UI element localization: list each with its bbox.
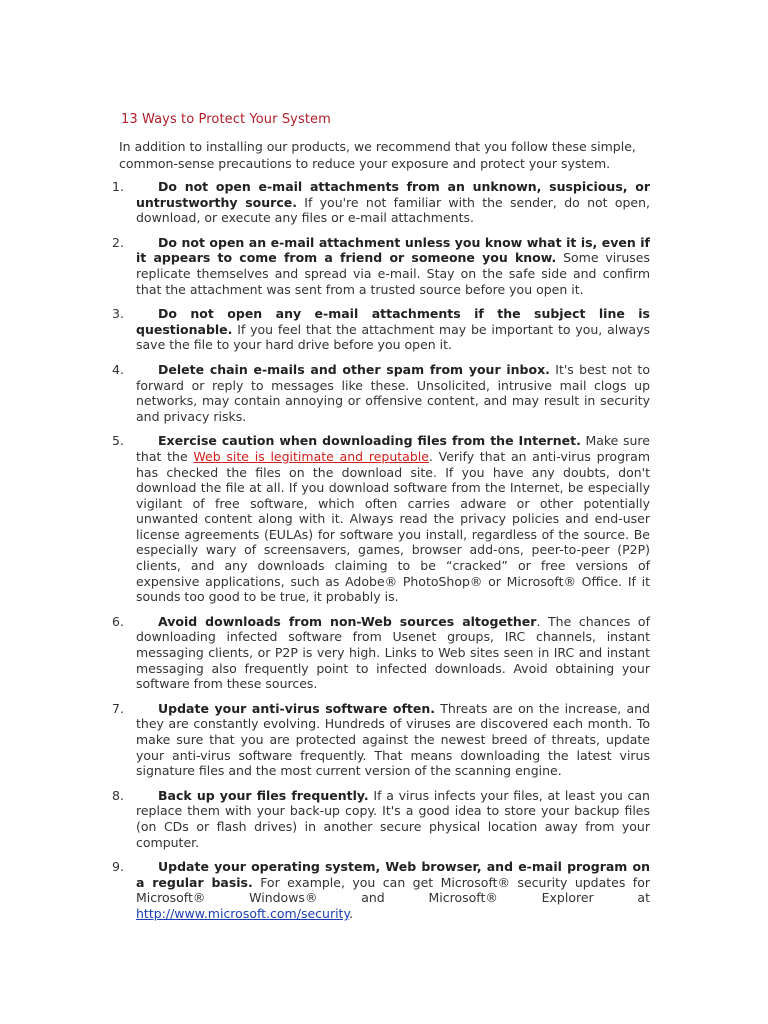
- item-heading: Update your operating system, Web browser, and e-mail program on a regular basis.: [136, 859, 650, 890]
- item-text: For example, you can get Microsoft® security updates for Microsoft® Windows® and Microsoft® Explorer at: [136, 874, 650, 906]
- item-heading: Do not open any e-mail attachments if the subject line is questionable.: [136, 306, 650, 337]
- item-body: [136, 235, 650, 297]
- item-body: [136, 179, 650, 226]
- item-text: Threats are on the increase, and they are constantly evolving. Hundreds of viruses are discovered each month. To make sure that you are protected against the newest breed of threats, update your anti-virus software frequently. That means downloading the latest virus signature files and the most current version of the scanning engine.: [136, 700, 650, 779]
- item-number: 7.: [112, 700, 124, 716]
- item-number: 6.: [112, 613, 124, 629]
- item-text: It's best not to forward or reply to messages like these. Unsolicited, intrusive mail clogs up networks, may contain annoying or offensive content, and may result in security and privacy risks.: [136, 361, 650, 424]
- item-number: 8.: [112, 787, 124, 803]
- item-heading: Exercise caution when downloading files from the Internet.: [158, 433, 581, 449]
- item-body: [136, 788, 650, 850]
- item-text: If you're not familiar with the sender, do not open, download, or execute any files or e-mail attachments.: [136, 194, 651, 226]
- list-item-1: [0, 179, 768, 226]
- item-number: 2.: [112, 234, 124, 250]
- item-number: 3.: [112, 306, 124, 322]
- list-item-4: [0, 362, 768, 424]
- item-text: . Verify that an anti-virus program has checked the files on the download site. If you have any doubts, don't download the file at all. If you download software from the Internet, be especially vigilant of free software, which often carries adware or other potentially unwanted content along with it. Always read the privacy policies and end-user license agreements (EULAs) for software you install, regardless of the source. Be especially wary of screensavers, games, browser add-ons, peer-to-peer (P2P) clients, and any downloads claiming to be “cracked” or free versions of expensive applications, such as Adobe® PhotoShop® or Microsoft® Office. If it sounds too good to be true, it probably is.: [136, 448, 650, 605]
- item-text: If a virus infects your files, at least you can replace them with your back-up copy. It's a good idea to store your backup files (on CDs or flash drives) in another secure physical location away from your computer.: [136, 787, 650, 850]
- item-body: [136, 306, 650, 353]
- legitimate-site-link[interactable]: Web site is legitimate and reputable: [193, 448, 429, 464]
- intro-paragraph: In addition to installing our products, we recommend that you follow these simple, common-sense precautions to reduce your exposure and protect your system.: [119, 139, 636, 171]
- item-body: [136, 614, 650, 692]
- item-text-before-link: Make sure that the: [136, 433, 650, 464]
- list-item-8: [0, 788, 768, 850]
- page-title: 13 Ways to Protect Your System: [121, 112, 331, 127]
- item-heading: Delete chain e-mails and other spam from your inbox.: [158, 361, 550, 377]
- item-heading: Do not open e-mail attachments from an unknown, suspicious, or untrustworthy source.: [136, 179, 650, 210]
- item-body: [136, 362, 650, 424]
- item-tail: .: [349, 905, 354, 921]
- item-text: . The chances of downloading infected software from Usenet groups, IRC channels, instant messaging clients, or P2P is very high. Links to Web sites seen in IRC and instant messaging also frequently point to infected downloads. Avoid obtaining your software from these sources.: [136, 613, 650, 692]
- item-heading: Avoid downloads from non-Web sources altogether: [158, 613, 537, 629]
- item-number: 9.: [112, 859, 124, 875]
- list-item-9: [0, 859, 768, 921]
- item-body: [136, 433, 650, 605]
- item-heading: Back up your files frequently.: [158, 787, 369, 803]
- item-text: If you feel that the attachment may be important to you, always save the file to your hard drive before you open it.: [136, 321, 650, 353]
- list-item-6: [0, 614, 768, 692]
- list-item-3: [0, 306, 768, 353]
- item-text: Some viruses replicate themselves and spread via e-mail. Stay on the safe side and confirm that the attachment was sent from a trusted source before you open it.: [136, 250, 650, 297]
- list-item-7: [0, 701, 768, 779]
- item-number: 4.: [112, 361, 124, 377]
- list-item-2: [0, 235, 768, 297]
- item-heading: Update your anti-virus software often.: [158, 700, 436, 716]
- item-body: [136, 859, 650, 921]
- item-body: [136, 701, 650, 779]
- item-heading: Do not open an e-mail attachment unless you know what it is, even if it appears to come from a friend or someone you know.: [136, 234, 650, 266]
- list-item-5: [0, 433, 768, 605]
- tips-list: [0, 179, 768, 931]
- microsoft-security-link[interactable]: http://www.microsoft.com/security: [136, 905, 350, 921]
- item-number: 5.: [112, 433, 124, 449]
- item-number: 1.: [112, 179, 124, 194]
